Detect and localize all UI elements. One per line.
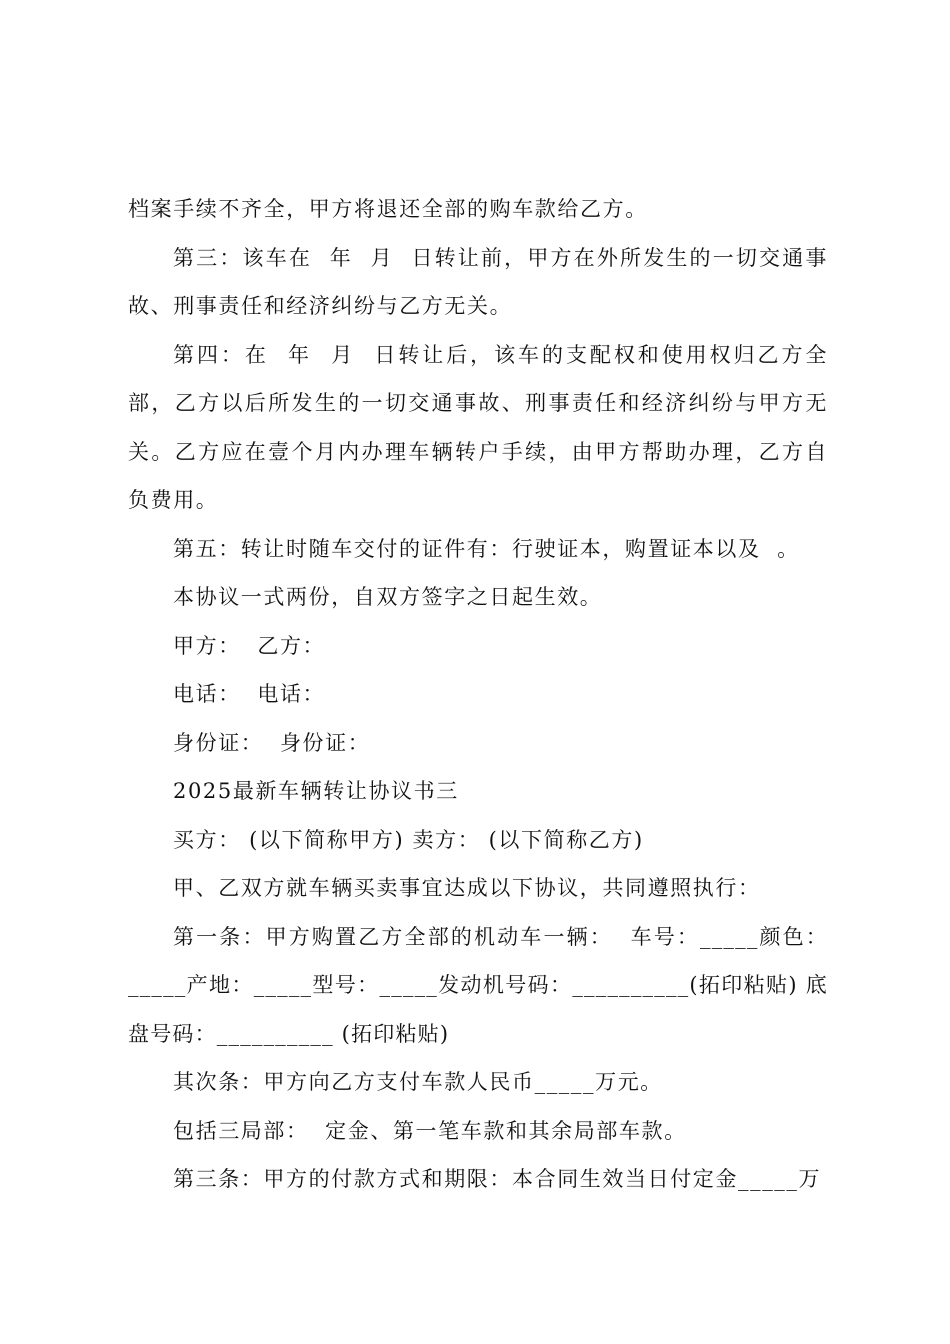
signature-phones: 电话： 电话： (173, 682, 326, 706)
paragraph-buyer-seller: 买方： (以下简称甲方) 卖方： (以下简称乙方) (173, 827, 644, 852)
signature-id-cards: 身份证： 身份证： (173, 730, 371, 755)
paragraph-effective: 本协议一式两份，自双方签字之日起生效。 (173, 585, 603, 609)
paragraph-article-two: 其次条：甲方向乙方支付车款人民币_____万元。 (173, 1070, 663, 1094)
paragraph-archive-note: 档案手续不齐全，甲方将退还全部的购车款给乙方。 (128, 197, 648, 221)
paragraph-payment-parts: 包括三局部： 定金、第一笔车款和其余局部车款。 (173, 1118, 687, 1143)
section-heading: 2025最新车辆转让协议书三 (173, 779, 459, 803)
signature-parties: 甲方： 乙方： (173, 633, 326, 658)
paragraph-article-one: 第一条：甲方购置乙方全部的机动车一辆： 车号：_____颜色：_____产地：_____型号：_____发动机号码：__________(拓印粘贴) 底盘号码：__________ (拓印粘贴) (128, 924, 828, 1046)
paragraph-clause-three: 第三：该车在 年 月 日转让前，甲方在外所发生的一切交通事故、刑事责任和经济纠纷与乙方无关。 (128, 245, 828, 318)
document-body (128, 185, 828, 1204)
paragraph-clause-five: 第五：转让时随车交付的证件有：行驶证本，购置证本以及 。 (173, 536, 800, 561)
paragraph-clause-four: 第四：在 年 月 日转让后，该车的支配权和使用权归乙方全部，乙方以后所发生的一切交通事故、刑事责任和经济纠纷与甲方无关。乙方应在壹个月内办理车辆转户手续，由甲方帮助办理，乙方自负费用。 (128, 342, 828, 512)
paragraph-article-three: 第三条：甲方的付款方式和期限：本合同生效当日付定金_____万 (173, 1167, 822, 1191)
paragraph-agreement-intro: 甲、乙双方就车辆买卖事宜达成以下协议，共同遵照执行： (173, 876, 761, 900)
